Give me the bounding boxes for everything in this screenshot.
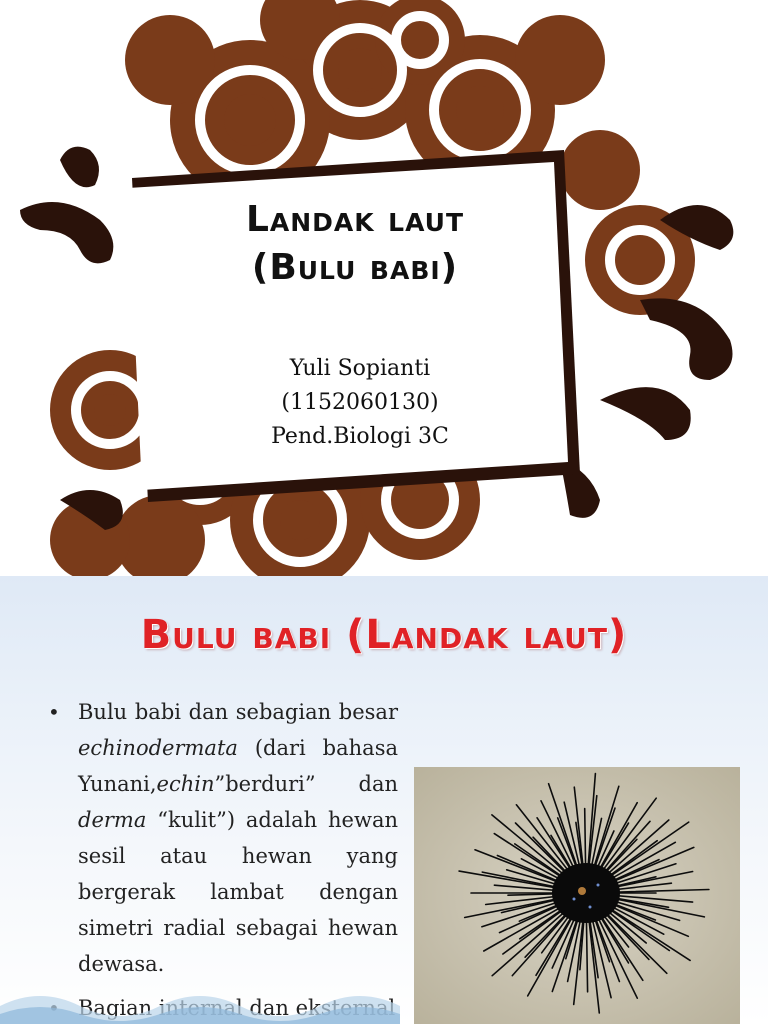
presentation-title (130, 196, 580, 292)
author-class: Pend.Biologi 3C (271, 424, 449, 449)
bullet-text: (dari bahasa Yunani, (78, 736, 398, 796)
author-block (160, 352, 560, 454)
slide-title: Bulu babi (Landak laut) (140, 612, 628, 658)
bullet-italic-term: echinodermata (78, 736, 238, 760)
bullet-italic-term: derma (78, 808, 147, 832)
title-line-1: Landak laut (245, 199, 465, 240)
content-slide (0, 576, 768, 1024)
bullet-list (42, 694, 398, 1024)
bullet-text: ”berduri” dan (214, 772, 398, 796)
sea-urchin-photo (414, 767, 740, 1024)
author-id: (1152060130) (281, 390, 439, 415)
title-line-2: (Bulu babi) (251, 247, 459, 288)
bullet-italic-term: echin (156, 772, 215, 796)
decorative-wave (0, 976, 400, 1024)
bullet-text: “kulit”) adalah hewan sesil atau hewan yang bergerak lambat dengan simetri radial sebagai hewan dewasa. (78, 808, 398, 976)
author-name: Yuli Sopianti (289, 356, 431, 381)
bullet-item (42, 694, 398, 982)
bullet-text: Bulu babi dan sebagian besar (78, 700, 398, 724)
bullet-icon: • (48, 700, 60, 724)
